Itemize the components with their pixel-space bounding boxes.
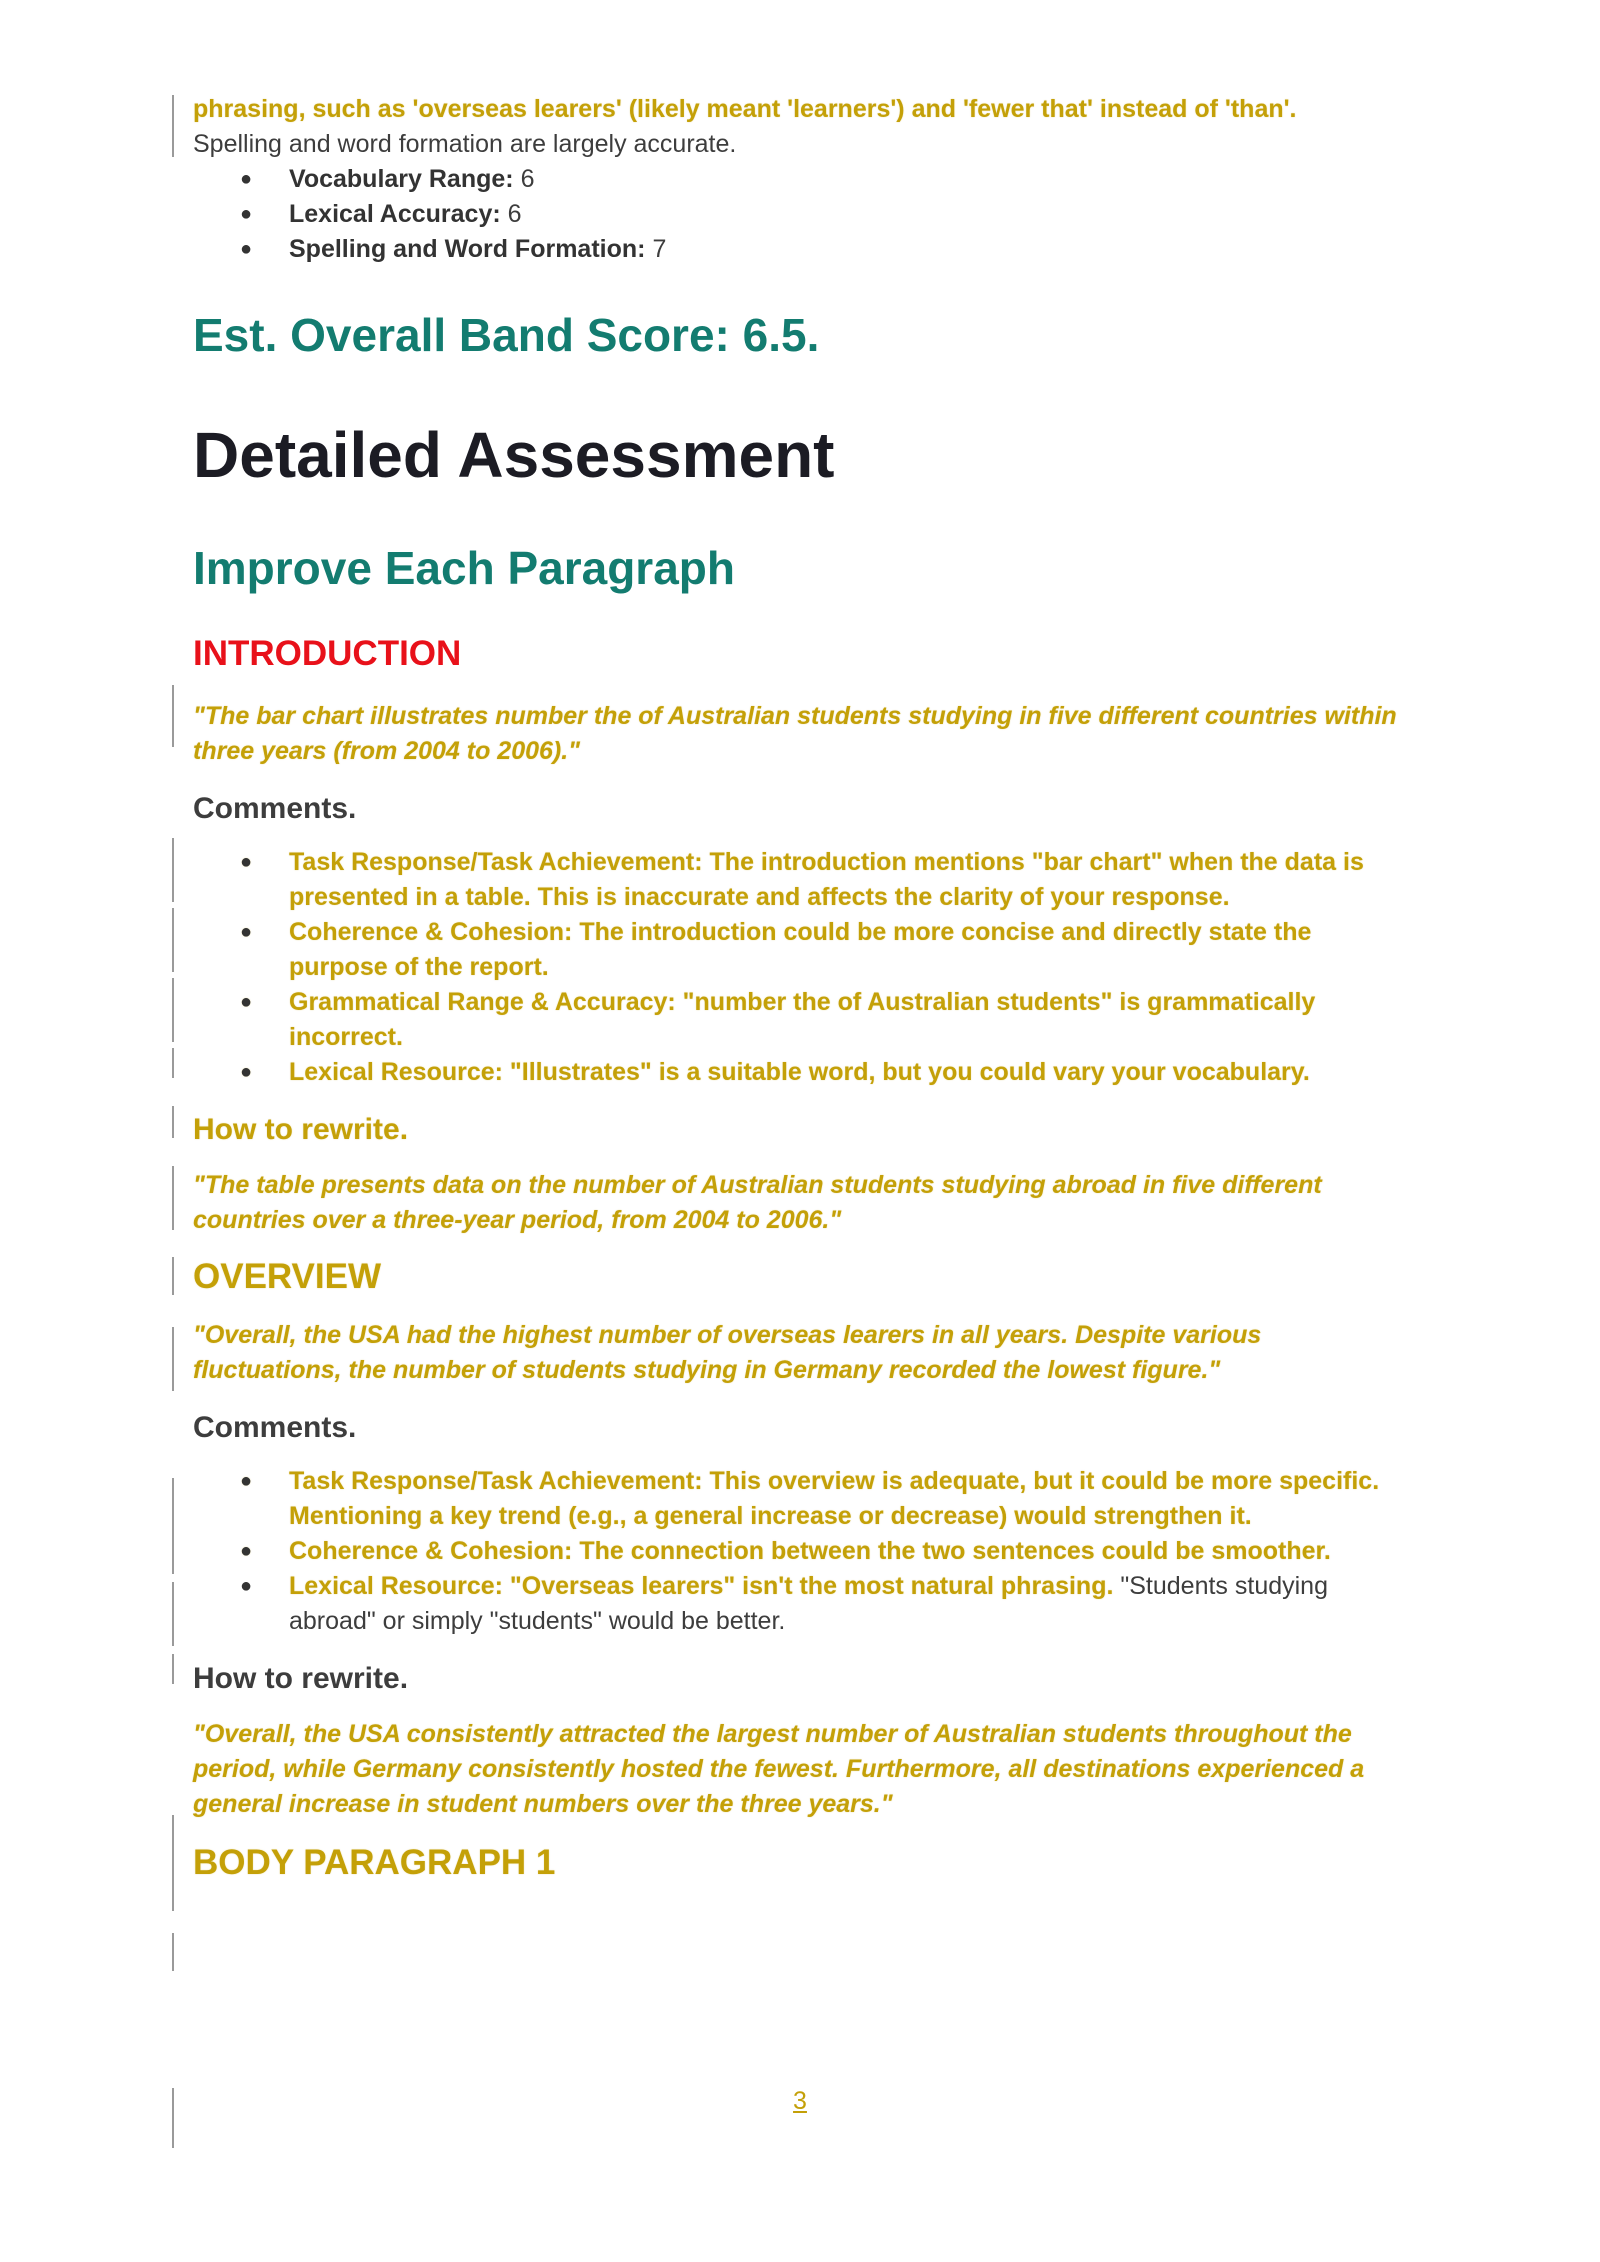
lead-paragraph — [193, 92, 1413, 162]
overview-comments-list — [193, 1464, 1413, 1639]
change-bar — [172, 1106, 174, 1138]
overview-rewrite-text: "Overall, the USA consistently attracted the largest number of Australian students throughout the period, while Germany consistently hosted the fewest. Furthermore, all destinations experienced a general increase in student numbers over the three years." — [193, 1720, 1365, 1818]
introduction-rewrite-text: "The table presents data on the number of Australian students studying abroad in five different countries over a three-year period, from 2004 to 2006." — [193, 1171, 1322, 1234]
change-bar — [172, 1654, 174, 1684]
body-paragraph-1-heading: BODY PARAGRAPH 1 — [193, 1843, 556, 1882]
list-item: ● Lexical Accuracy: 6 — [193, 197, 1413, 232]
change-bar — [172, 95, 174, 157]
overview-rewrite-heading: How to rewrite. — [193, 1662, 409, 1695]
overview-comments-heading: Comments. — [193, 1411, 357, 1444]
change-bar — [172, 1166, 174, 1230]
overview-heading: OVERVIEW — [193, 1257, 382, 1296]
score-list — [193, 162, 1413, 267]
change-bar — [172, 1257, 174, 1295]
list-item: ● Task Response/Task Achievement: The introduction mentions "bar chart" when the data is presented in a table. This is inaccurate and affects the clarity of your response. — [193, 845, 1413, 915]
change-bar — [172, 1327, 174, 1391]
detailed-assessment-heading: Detailed Assessment — [193, 419, 835, 491]
list-item: ● Grammatical Range & Accuracy: "number the of Australian students" is grammatically incorrect. — [193, 985, 1413, 1055]
change-bar — [172, 978, 174, 1042]
change-bar — [172, 1815, 174, 1911]
improve-paragraph-heading: Improve Each Paragraph — [193, 542, 735, 594]
change-bar — [172, 838, 174, 902]
introduction-comments-list — [193, 845, 1413, 1090]
page-number: 3 — [793, 2087, 807, 2115]
change-bar — [172, 908, 174, 972]
introduction-heading: INTRODUCTION — [193, 634, 462, 673]
band-score-heading: Est. Overall Band Score: 6.5. — [193, 309, 820, 361]
list-item: ● Task Response/Task Achievement: This overview is adequate, but it could be more specific. Mentioning a key trend (e.g., a general increase or decrease) would strengthen it. — [193, 1464, 1413, 1534]
change-bar — [172, 1048, 174, 1078]
list-item: ● Coherence & Cohesion: The introduction could be more concise and directly state the purpose of the report. — [193, 915, 1413, 985]
list-item: ● Spelling and Word Formation: 7 — [193, 232, 1413, 267]
change-bar — [172, 1933, 174, 1971]
change-bar — [172, 1582, 174, 1646]
list-item: ● Lexical Resource: "Overseas learers" isn't the most natural phrasing. "Students studying abroad" or simply "students" would be better. — [193, 1569, 1413, 1639]
list-item: ● Lexical Resource: "Illustrates" is a suitable word, but you could vary your vocabulary. — [193, 1055, 1413, 1090]
lead-line-1: phrasing, such as 'overseas learers' (likely meant 'learners') and 'fewer that' instead of 'than'. — [193, 95, 1297, 123]
list-item: ● Coherence & Cohesion: The connection between the two sentences could be smoother. — [193, 1534, 1413, 1569]
list-item: ● Vocabulary Range: 6 — [193, 162, 1413, 197]
lead-line-2: Spelling and word formation are largely accurate. — [193, 130, 737, 158]
change-bar — [172, 685, 174, 747]
introduction-rewrite-heading: How to rewrite. — [193, 1113, 409, 1146]
change-bar — [172, 1478, 174, 1574]
overview-quote: "Overall, the USA had the highest number of overseas learers in all years. Despite various fluctuations, the number of students studying in Germany recorded the lowest figure." — [193, 1321, 1262, 1384]
introduction-quote: "The bar chart illustrates number the of Australian students studying in five different countries within three years (from 2004 to 2006)." — [193, 702, 1397, 765]
introduction-comments-heading: Comments. — [193, 792, 357, 825]
document-content — [193, 92, 1413, 1886]
